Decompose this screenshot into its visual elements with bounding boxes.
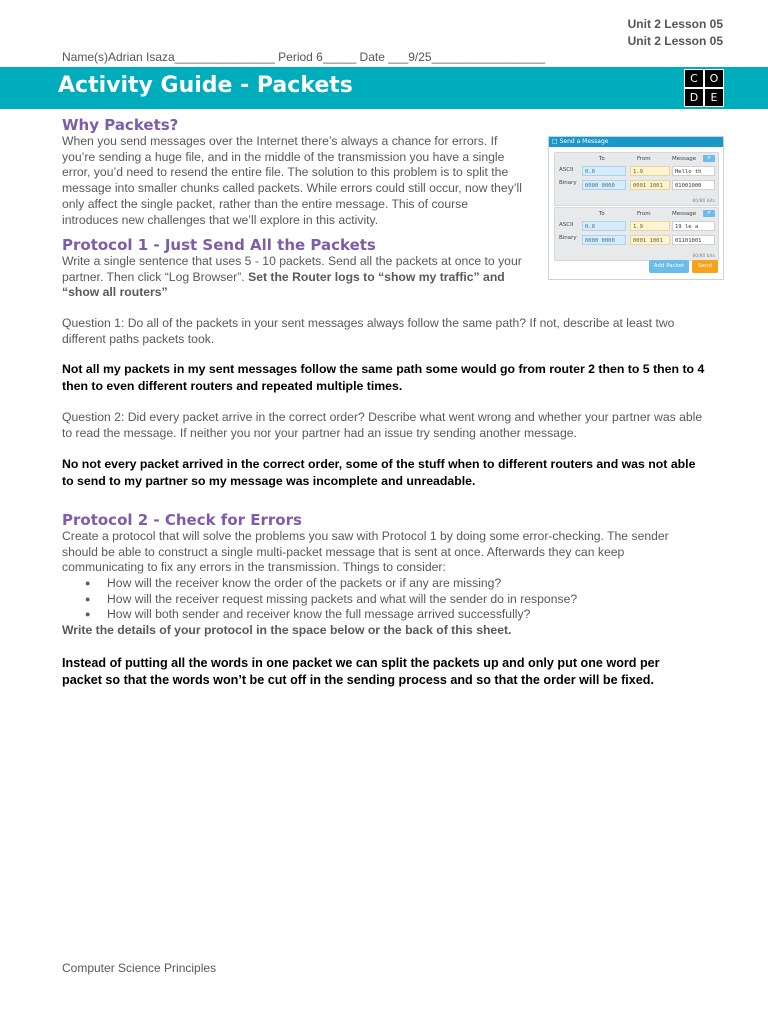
logo-letter: C [684, 69, 704, 88]
send-button[interactable]: Send [692, 260, 718, 273]
bold-instruction: Write the details of your protocol in the space below or the back of this sheet. [62, 623, 512, 637]
text-line: to read the message. If neither you nor your partner had an issue try sending another message. [62, 425, 577, 440]
text-line: Instead of putting all the words in one packet we can split the packets up and only put one word per [62, 656, 660, 670]
logo-letter: E [704, 88, 724, 107]
bit-count: 80/80 bits [692, 199, 715, 204]
binary-row-label: Binary [559, 235, 577, 241]
list-item: ● How will the receiver request missing packets and what will the sender do in response? [62, 592, 577, 608]
bit-count: 80/80 bits [692, 254, 715, 259]
why-packets-heading: Why Packets? [62, 116, 179, 134]
text-line: When you send messages over the Internet there’s always a chance for errors. If [62, 134, 498, 148]
text-line: to send to my partner so my message was incomplete and unreadable. [62, 473, 476, 488]
bold-instruction: Set the Router logs to “show my traffic” and [248, 269, 505, 284]
from-ascii-field[interactable]: 1.9 [630, 221, 670, 231]
remove-packet-icon[interactable]: × [703, 210, 715, 217]
code-org-logo [684, 69, 724, 107]
lesson-label-1: Unit 2 Lesson 05 [627, 17, 723, 31]
text-line: partner. Then click “Log Browser”. [62, 269, 249, 284]
message-ascii-field[interactable]: 19 le a [672, 221, 715, 231]
considerations-list [62, 576, 577, 623]
text-line: Question 1: Do all of the packets in your sent messages always follow the same path? If not, describe at least two [62, 316, 675, 330]
protocol-1-heading: Protocol 1 - Just Send All the Packets [62, 236, 376, 254]
logo-letter: D [684, 88, 704, 107]
protocol-2-instruction [62, 623, 511, 639]
text-line: different paths packets took. [62, 331, 215, 346]
lesson-label-2: Unit 2 Lesson 05 [627, 34, 723, 48]
col-to-label: To [599, 211, 605, 217]
question-1 [62, 316, 674, 347]
question-2 [62, 410, 702, 441]
text-line: message into smaller chunks called packets. While errors could still occur, now they’ll [62, 181, 522, 196]
add-packet-button[interactable]: Add Packet [649, 260, 689, 273]
widget-header: □ Send a Message [549, 137, 723, 147]
text-line: introduces new challenges that we’ll explore in this activity. [62, 212, 379, 227]
to-ascii-field[interactable]: 0.0 [582, 166, 626, 176]
page-title: Activity Guide - Packets [58, 73, 353, 98]
packet-editor [554, 207, 719, 261]
protocol-2-heading: Protocol 2 - Check for Errors [62, 511, 302, 529]
logo-letter: O [704, 69, 724, 88]
ascii-row-label: ASCII [559, 222, 574, 228]
answer-2 [62, 456, 732, 489]
col-message-label: Message [672, 211, 697, 217]
to-binary-field[interactable]: 0000 0000 [582, 180, 626, 190]
col-to-label: To [599, 156, 605, 162]
message-ascii-field[interactable]: Hello th [672, 166, 715, 176]
text-line: communicating to fix any errors in the transmission. Things to consider: [62, 560, 446, 575]
text-line: Write a single sentence that uses 5 - 10 packets. Send all the packets at once to your [62, 254, 522, 268]
protocol-2-answer [62, 655, 732, 688]
binary-row-label: Binary [559, 180, 577, 186]
to-ascii-field[interactable]: 0.0 [582, 221, 626, 231]
col-from-label: From [637, 211, 651, 217]
text-line: you’re sending a huge file, and in the middle of the transmission you have a single [62, 149, 505, 164]
text-line: Question 2: Did every packet arrive in the correct order? Describe what went wrong and whether your partner was able [62, 410, 703, 424]
col-message-label: Message [672, 156, 697, 162]
protocol-2-paragraph [62, 529, 669, 576]
message-binary-field[interactable]: 01101001 [672, 235, 715, 245]
from-binary-field[interactable]: 0001 1001 [630, 180, 670, 190]
footer-text: Computer Science Principles [62, 961, 217, 975]
from-ascii-field[interactable]: 1.9 [630, 166, 670, 176]
bold-instruction: “show all routers” [62, 285, 168, 300]
protocol-1-instructions [62, 254, 522, 301]
send-message-widget [548, 136, 724, 280]
text-line: Create a protocol that will solve the problems you saw with Protocol 1 by doing some error-checking. The sender [62, 529, 669, 543]
why-packets-paragraph [62, 134, 522, 228]
text-line: Not all my packets in my sent messages follow the same path some would go from router 2 then to 5 then to 4 [62, 362, 705, 376]
message-binary-field[interactable]: 01001000 [672, 180, 715, 190]
text-line: No not every packet arrived in the correct order, some of the stuff when to different routers and was not able [62, 457, 696, 471]
to-binary-field[interactable]: 0000 0000 [582, 235, 626, 245]
list-item: ● How will the receiver know the order of the packets or if any are missing? [62, 576, 577, 592]
packet-editor [554, 152, 719, 206]
widget-title: Send a Message [559, 138, 609, 145]
text-line: only affect the single packet, rather than the entire message. This of course [62, 196, 469, 211]
text-line: packet so that the words won’t be cut off in the sending process and so that the order will be fixed. [62, 672, 654, 687]
text-line: then to even different routers and repeated multiple times. [62, 378, 403, 393]
answer-1 [62, 361, 732, 394]
list-item: ● How will both sender and receiver know the full message arrived successfully? [62, 607, 577, 623]
text-line: error, you’d need to resend the entire file. The solution to this problem is to split the [62, 165, 509, 180]
text-line: should be able to construct a single multi-packet message that is sent at once. Afterwards they can keep [62, 544, 625, 559]
col-from-label: From [637, 156, 651, 162]
remove-packet-icon[interactable]: × [703, 155, 715, 162]
from-binary-field[interactable]: 0001 1001 [630, 235, 670, 245]
ascii-row-label: ASCII [559, 167, 574, 173]
name-period-date-line: Name(s)Adrian Isaza_______________ Period 6_____ Date ___9/25_________________ [62, 50, 546, 64]
